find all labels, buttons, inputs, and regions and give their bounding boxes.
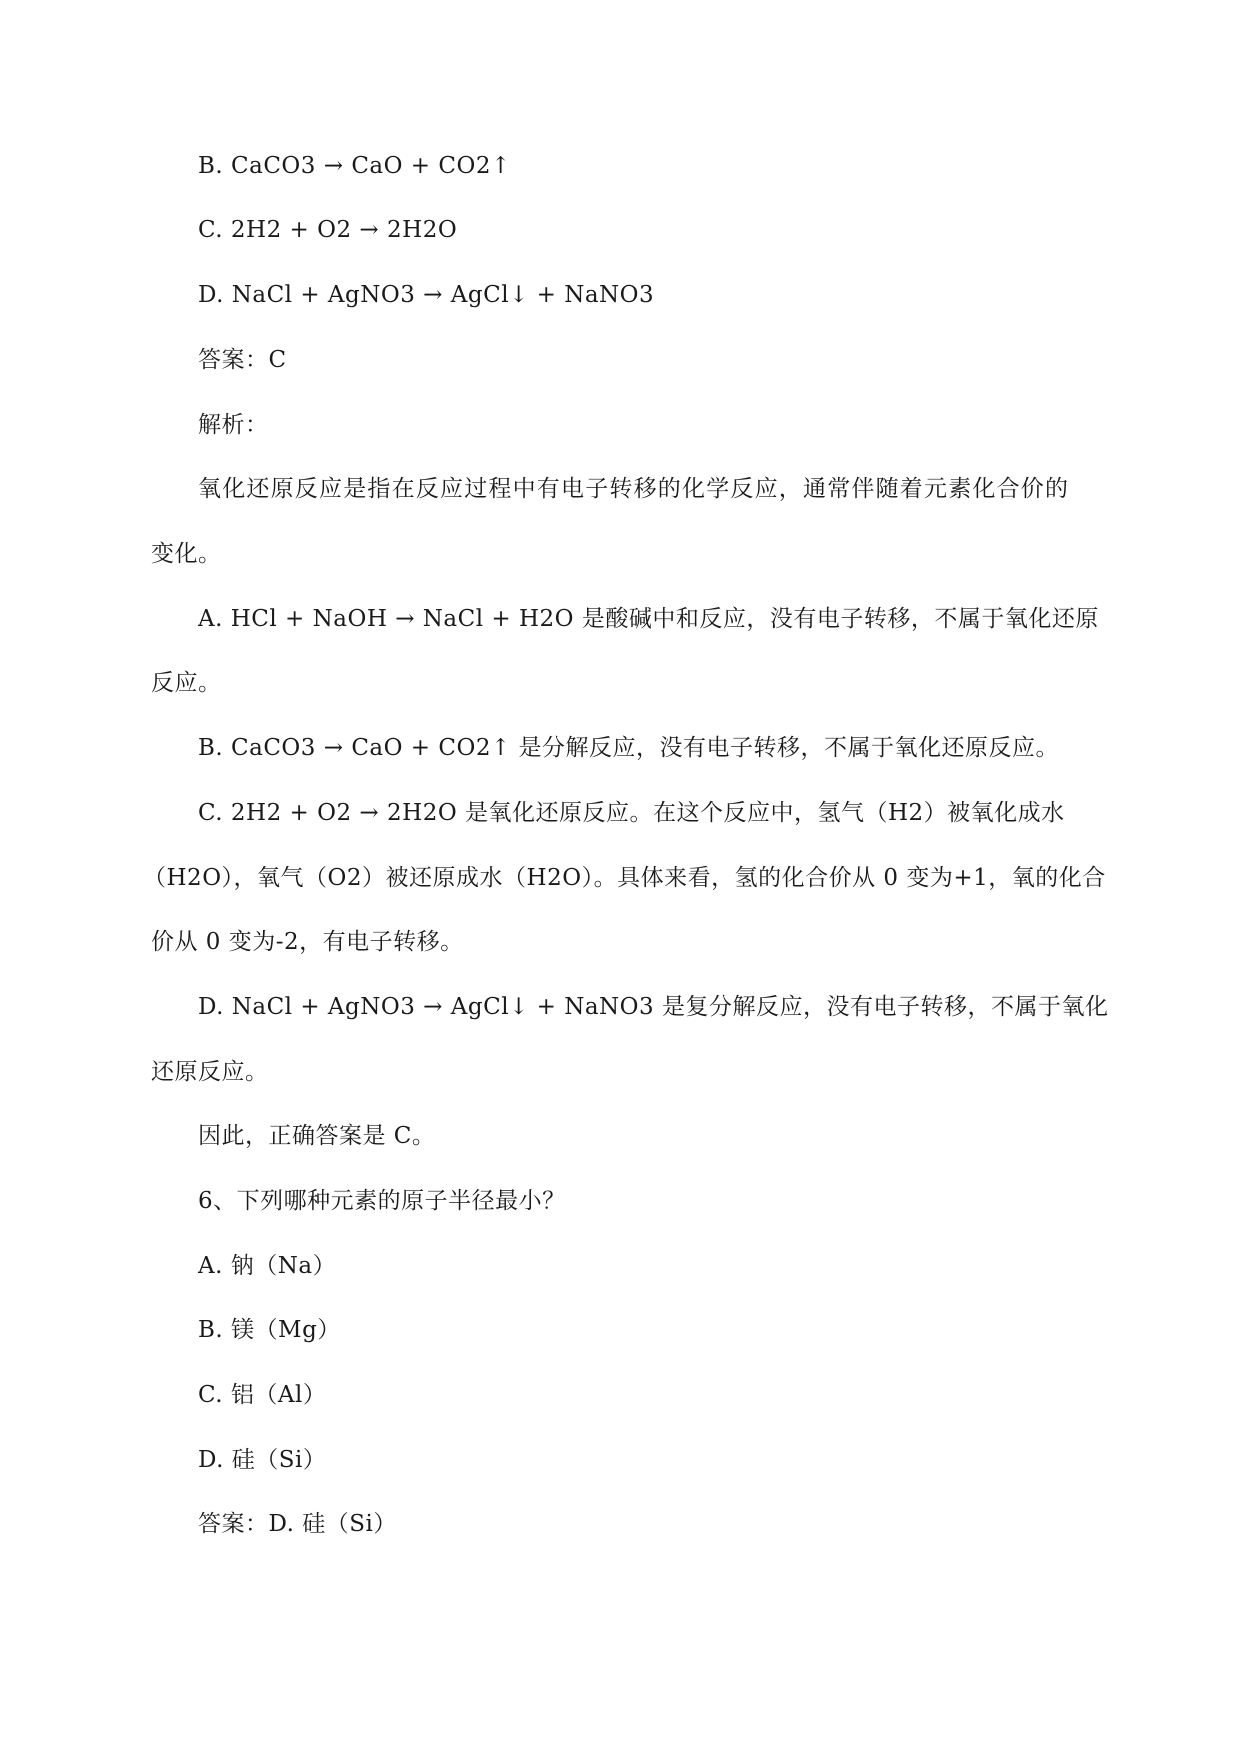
analysis-paragraph-1-cont: 变化。 bbox=[151, 541, 222, 567]
question-6-answer: 答案：D. 硅（Si） bbox=[198, 1511, 397, 1537]
question-6: 6、下列哪种元素的原子半径最小？ bbox=[198, 1188, 566, 1214]
question-6-option-c: C. 铝（Al） bbox=[198, 1382, 327, 1408]
analysis-paragraph-1: 氧化还原反应是指在反应过程中有电子转移的化学反应，通常伴随着元素化合价的 bbox=[198, 476, 1070, 502]
analysis-heading: 解析： bbox=[198, 412, 269, 438]
question-6-option-a: A. 钠（Na） bbox=[198, 1253, 337, 1279]
conclusion-line: 因此，正确答案是 C。 bbox=[198, 1123, 436, 1149]
analysis-option-c: C. 2H2 + O2 → 2H2O 是氧化还原反应。在这个反应中，氢气（H2）被氧化成水 bbox=[198, 800, 1065, 826]
analysis-option-d: D. NaCl + AgNO3 → AgCl↓ + NaNO3 是复分解反应，没有电子转移，不属于氧化 bbox=[198, 994, 1109, 1020]
analysis-option-b: B. CaCO3 → CaO + CO2↑ 是分解反应，没有电子转移，不属于氧化还原反应。 bbox=[198, 735, 1060, 761]
analysis-option-c-cont-2: 价从 0 变为-2，有电子转移。 bbox=[151, 929, 464, 955]
analysis-option-c-cont-1: （H2O），氧气（O2）被还原成水（H2O）。具体来看，氢的化合价从 0 变为+1，氧的化合 bbox=[143, 865, 1106, 891]
option-c-equation: C. 2H2 + O2 → 2H2O bbox=[198, 217, 458, 243]
question-6-option-b: B. 镁（Mg） bbox=[198, 1317, 341, 1343]
analysis-option-a-cont: 反应。 bbox=[151, 670, 222, 696]
option-b-equation: B. CaCO3 → CaO + CO2↑ bbox=[198, 153, 511, 179]
analysis-option-d-cont: 还原反应。 bbox=[151, 1059, 269, 1085]
analysis-option-a: A. HCl + NaOH → NaCl + H2O 是酸碱中和反应，没有电子转移，不属于氧化还原 bbox=[198, 606, 1099, 632]
option-d-equation: D. NaCl + AgNO3 → AgCl↓ + NaNO3 bbox=[198, 282, 655, 308]
question-6-option-d: D. 硅（Si） bbox=[198, 1447, 327, 1473]
answer-line: 答案：C bbox=[198, 347, 287, 373]
